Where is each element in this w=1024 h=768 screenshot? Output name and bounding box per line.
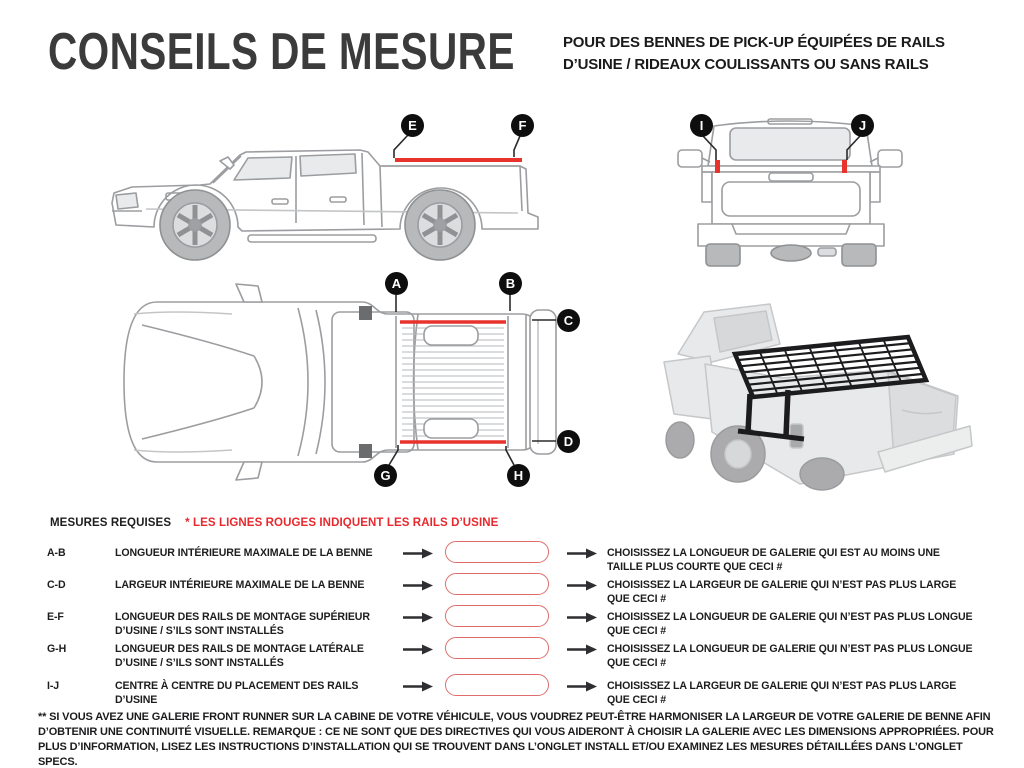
instruction-line: QUE CECI #: [607, 693, 667, 706]
arrow-right-icon: [403, 580, 445, 596]
truck-top-view-diagram: [112, 280, 582, 485]
measure-code: A-B: [47, 547, 66, 559]
measure-row-ab: [47, 546, 987, 574]
footnote-text: ** SI VOUS AVEZ UNE GALERIE FRONT RUNNER SUR LA CABINE DE VOTRE VÉHICULE, VOUS VOUDREZ PEUT-ÊTRE HARMONISER LA LARGEUR DE VOTRE GALERIE DE BENNE AFIN D’OBTENIR UNE CONTINUITÉ VISUELLE. REMARQUE : CE NE SONT QUE DES DIRECTIVES QUI VOUS AIDERONT À CHOISIR LA GALERIE AVEC LES DIMENSIONS APPROPRIÉES. POUR PLUS D’INFORMATION, LISEZ LES INSTRUCTIONS D’INSTALLATION QUI SE TROUVENT DANS L’ONGLET INSTALL ET/OU EXAMINEZ LES MESURES DÉTAILLÉES DANS L’ONGLET SPECS.: [38, 711, 994, 768]
measure-label: [115, 679, 403, 707]
red-lines-note: * LES LIGNES ROUGES INDIQUENT LES RAILS D’USINE: [185, 517, 499, 529]
truck-side-view-diagram: [50, 107, 550, 265]
subtitle-line-1: POUR DES BENNES DE PICK-UP ÉQUIPÉES DE RAILS: [563, 34, 945, 51]
arrow-right-icon: [403, 644, 445, 660]
measure-label-line: D’USINE / S’ILS SONT INSTALLÉS: [115, 656, 284, 669]
diagram-label-a: A: [385, 272, 408, 295]
measure-instruction: [607, 578, 987, 606]
measure-code: I-J: [47, 680, 60, 692]
measure-instruction: [607, 679, 987, 707]
instruction-line: CHOISISSEZ LA LONGUEUR DE GALERIE QUI N’EST PAS PLUS LONGUE: [607, 643, 973, 655]
instruction-line: QUE CECI #: [607, 624, 667, 637]
measurement-input-box[interactable]: [445, 674, 549, 696]
measurement-input-box[interactable]: [445, 573, 549, 595]
diagram-label-e: E: [401, 114, 424, 137]
measure-code: G-H: [47, 643, 67, 655]
page-subtitle: [563, 32, 945, 76]
factory-rail-red-mark-i: [715, 160, 720, 173]
instruction-line: TAILLE PLUS COURTE QUE CECI #: [607, 560, 783, 573]
measure-label: [115, 578, 403, 593]
diagram-label-d: D: [557, 430, 580, 453]
measure-instruction: [607, 546, 987, 574]
instruction-line: QUE CECI #: [607, 592, 667, 605]
measure-row-ij: [47, 679, 987, 707]
arrow-right-icon: [567, 681, 607, 697]
measures-heading-row: [50, 517, 498, 529]
diagram-label-f: F: [511, 114, 534, 137]
diagram-label-c: C: [557, 309, 580, 332]
measure-label-line: LARGEUR INTÉRIEURE MAXIMALE DE LA BENNE: [115, 579, 365, 591]
measure-label: [115, 610, 403, 638]
measure-label-line: D’USINE / S’ILS SONT INSTALLÉS: [115, 624, 284, 637]
measure-label: [115, 642, 403, 670]
measure-code: C-D: [47, 579, 66, 591]
measure-label-line: LONGUEUR DES RAILS DE MONTAGE SUPÉRIEUR: [115, 611, 370, 623]
measure-label-line: LONGUEUR DES RAILS DE MONTAGE LATÉRALE: [115, 643, 364, 655]
diagram-label-i: I: [690, 114, 713, 137]
factory-rail-red-mark-j: [842, 160, 847, 173]
arrow-right-icon: [567, 612, 607, 628]
arrow-right-icon: [567, 644, 607, 660]
arrow-right-icon: [403, 612, 445, 628]
measure-instruction: [607, 610, 987, 638]
diagram-label-h: H: [507, 464, 530, 487]
instruction-line: CHOISISSEZ LA LARGEUR DE GALERIE QUI N’EST PAS PLUS LARGE: [607, 680, 957, 692]
arrow-right-icon: [567, 580, 607, 596]
measurement-input-box[interactable]: [445, 541, 549, 563]
instruction-line: CHOISISSEZ LA LONGUEUR DE GALERIE QUI EST AU MOINS UNE: [607, 547, 940, 559]
measure-row-cd: [47, 578, 987, 606]
measures-heading: MESURES REQUISES: [50, 517, 172, 529]
measure-label: [115, 546, 403, 561]
measure-code: E-F: [47, 611, 64, 623]
arrow-right-icon: [403, 548, 445, 564]
diagram-label-g: G: [374, 464, 397, 487]
subtitle-line-2: D’USINE / RIDEAUX COULISSANTS OU SANS RAILS: [563, 56, 929, 73]
diagram-label-j: J: [851, 114, 874, 137]
instruction-line: QUE CECI #: [607, 656, 667, 669]
page-title: CONSEILS DE MESURE: [48, 23, 515, 81]
measure-label-line: CENTRE À CENTRE DU PLACEMENT DES RAILS D’USINE: [115, 680, 359, 706]
instruction-line: CHOISISSEZ LA LARGEUR DE GALERIE QUI N’EST PAS PLUS LARGE: [607, 579, 957, 591]
arrow-right-icon: [567, 548, 607, 564]
diagram-label-b: B: [499, 272, 522, 295]
truck-with-bed-rack-image: [650, 292, 980, 492]
measure-instruction: [607, 642, 987, 670]
measurement-input-box[interactable]: [445, 637, 549, 659]
instruction-line: CHOISISSEZ LA LONGUEUR DE GALERIE QUI N’EST PAS PLUS LONGUE: [607, 611, 973, 623]
measurement-input-box[interactable]: [445, 605, 549, 627]
measure-row-ef: [47, 610, 987, 638]
measure-label-line: LONGUEUR INTÉRIEURE MAXIMALE DE LA BENNE: [115, 547, 373, 559]
measure-row-gh: [47, 642, 987, 670]
arrow-right-icon: [403, 681, 445, 697]
